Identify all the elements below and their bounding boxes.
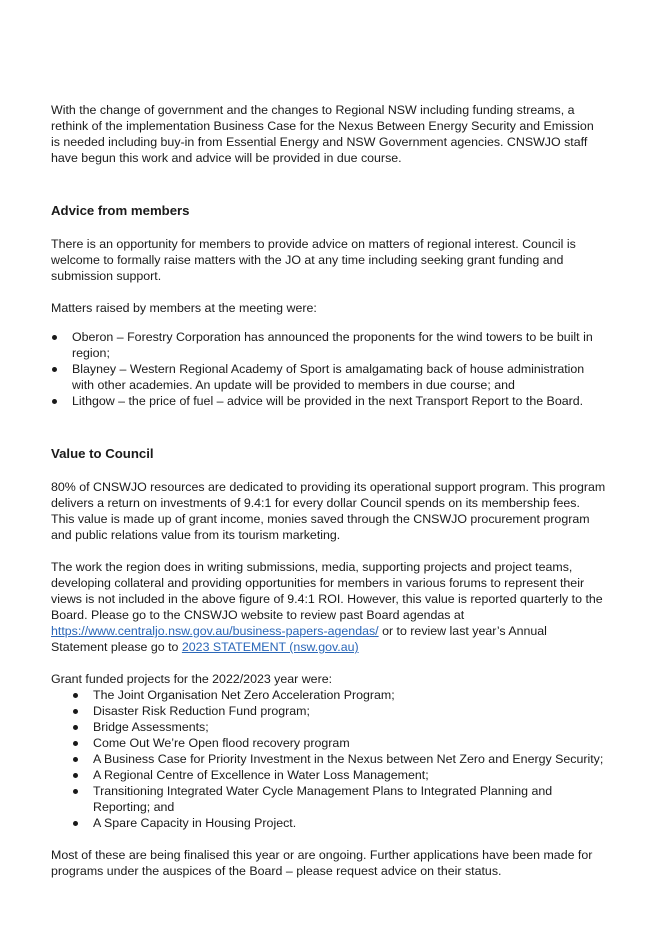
list-item: Lithgow – the price of fuel – advice will be provided in the next Transport Report to the Board. [51, 393, 606, 409]
list-item: Oberon – Forestry Corporation has announced the proponents for the wind towers to be built in region; [51, 329, 606, 361]
list-item: A Business Case for Priority Investment in the Nexus between Net Zero and Energy Security; [51, 751, 606, 767]
closing-paragraph: Most of these are being finalised this year or are ongoing. Further applications have been made for programs under the auspices of the Board – please request advice on their status. [51, 848, 593, 878]
advice-heading: Advice from members [51, 203, 190, 218]
advice-paragraph-1: There is an opportunity for members to provide advice on matters of regional interest. Council is welcome to formally raise matters with the JO at any time including seeking grant funding and submission support. [51, 237, 576, 283]
document-page [51, 102, 606, 879]
value-paragraph-2 [51, 559, 606, 655]
list-item: Blayney – Western Regional Academy of Sport is amalgamating back of house administration with other academies. An update will be provided to members in due course; and [51, 361, 606, 393]
list-item: Come Out We’re Open flood recovery program [51, 735, 606, 751]
grant-projects-list [51, 687, 606, 831]
list-item: The Joint Organisation Net Zero Acceleration Program; [51, 687, 606, 703]
value-paragraph-2-text: The work the region does in writing submissions, media, supporting projects and project teams, developing collateral and providing opportunities for members in various forums to represent their views is not included in the above figure of 9.4:1 ROI. However, this value is reported quarterly to the Board. Please go to the CNSWJO website to review past Board agendas at [51, 560, 603, 622]
advice-paragraph-2: Matters raised by members at the meeting were: [51, 301, 317, 315]
intro-paragraph: With the change of government and the changes to Regional NSW including funding streams, a rethink of the implementation Business Case for the Nexus Between Energy Security and Emission is needed including buy-in from Essential Energy and NSW Government agencies. CNSWJO staff have begun this work and advice will be provided in due course. [51, 103, 594, 165]
annual-statement-link[interactable]: 2023 STATEMENT (nsw.gov.au) [181, 640, 359, 654]
value-paragraph-1: 80% of CNSWJO resources are dedicated to providing its operational support program. This program delivers a return on investments of 9.4:1 for every dollar Council spends on its membership fees. This value is made up of grant income, monies saved through the CNSWJO procurement program and public relations value from its tourism marketing. [51, 480, 606, 542]
list-item: Transitioning Integrated Water Cycle Management Plans to Integrated Planning and Reporting; and [51, 783, 606, 815]
value-paragraph-2-mid: or to review last year’s Annual Statement please go to [51, 624, 547, 654]
list-item: Disaster Risk Reduction Fund program; [51, 703, 606, 719]
projects-intro: Grant funded projects for the 2022/2023 year were: [51, 672, 333, 686]
business-papers-link[interactable]: https://www.centraljo.nsw.gov.au/business-papers-agendas/ [51, 624, 379, 638]
list-item: A Spare Capacity in Housing Project. [51, 815, 606, 831]
member-matters-list [51, 329, 606, 409]
list-item: A Regional Centre of Excellence in Water Loss Management; [51, 767, 606, 783]
value-heading: Value to Council [51, 446, 154, 461]
list-item: Bridge Assessments; [51, 719, 606, 735]
